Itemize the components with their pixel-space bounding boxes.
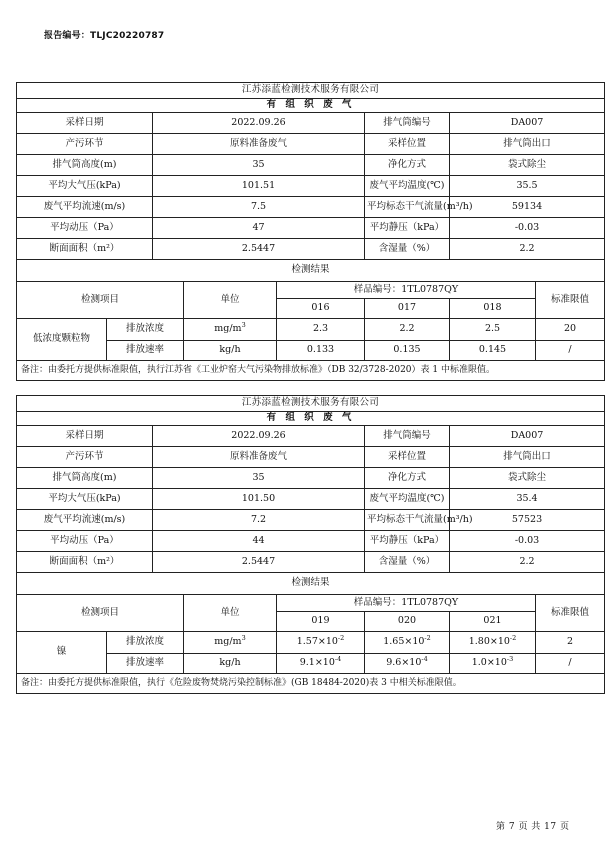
info-label: 排气筒高度(m) bbox=[17, 468, 153, 489]
info-label: 平均标态干气流量(m³/h) bbox=[365, 197, 450, 218]
note: 备注：由委托方提供标准限值，执行《危险废物焚烧污染控制标准》(GB 18484-2020)表 3 中相关标准限值。 bbox=[17, 674, 605, 694]
unit-cell: kg/h bbox=[184, 654, 277, 674]
sample-number-label: 样品编号：1TL0787QY bbox=[277, 282, 536, 299]
info-value: DA007 bbox=[450, 426, 605, 447]
info-label: 平均大气压(kPa) bbox=[17, 489, 153, 510]
info-label: 平均动压（Pa） bbox=[17, 218, 153, 239]
info-label: 平均静压（kPa） bbox=[365, 531, 450, 552]
info-value: 原料准备废气 bbox=[153, 447, 365, 468]
col-header-limit: 标准限值 bbox=[536, 282, 605, 319]
info-value: 2.5447 bbox=[153, 239, 365, 260]
info-label: 采样位置 bbox=[365, 447, 450, 468]
info-label: 采样日期 bbox=[17, 113, 153, 134]
param-name: 排放速率 bbox=[107, 341, 184, 361]
sample-id: 019 bbox=[277, 612, 365, 632]
info-label: 含湿量（%） bbox=[365, 552, 450, 573]
table-type: 有 组 织 废 气 bbox=[17, 99, 605, 113]
limit-cell: 2 bbox=[536, 632, 605, 654]
info-label: 废气平均温度(℃) bbox=[365, 489, 450, 510]
value-cell: $1.57\times 10^{-2}$ bbox=[277, 632, 365, 654]
info-value: 2.2 bbox=[450, 552, 605, 573]
col-header-limit: 标准限值 bbox=[536, 595, 605, 632]
info-value: 35.5 bbox=[450, 176, 605, 197]
info-value: 7.5 bbox=[153, 197, 365, 218]
info-label: 断面面积（m²） bbox=[17, 239, 153, 260]
info-value: 57523 bbox=[450, 510, 605, 531]
value-cell: 0.133 bbox=[277, 341, 365, 361]
info-label: 平均静压（kPa） bbox=[365, 218, 450, 239]
info-value: 7.2 bbox=[153, 510, 365, 531]
param-name: 排放速率 bbox=[107, 654, 184, 674]
info-value: -0.03 bbox=[450, 531, 605, 552]
sample-id: 018 bbox=[450, 299, 536, 319]
col-header-item: 检测项目 bbox=[17, 595, 184, 632]
info-value: 44 bbox=[153, 531, 365, 552]
info-label: 废气平均流速(m/s) bbox=[17, 197, 153, 218]
info-label: 净化方式 bbox=[365, 468, 450, 489]
info-value: 59134 bbox=[450, 197, 605, 218]
param-name: 排放浓度 bbox=[107, 632, 184, 654]
param-name: 排放浓度 bbox=[107, 319, 184, 341]
unit-cell: kg/h bbox=[184, 341, 277, 361]
info-label: 排气筒编号 bbox=[365, 426, 450, 447]
info-value: 2022.09.26 bbox=[153, 113, 365, 134]
value-cell: $1.80\times 10^{-2}$ bbox=[450, 632, 536, 654]
pollutant-name: 镍 bbox=[17, 632, 107, 674]
report-number: 报告编号：TLJC20220787 bbox=[44, 31, 165, 41]
info-label: 采样位置 bbox=[365, 134, 450, 155]
value-cell: 0.135 bbox=[365, 341, 450, 361]
info-value: DA007 bbox=[450, 113, 605, 134]
sample-id: 016 bbox=[277, 299, 365, 319]
limit-cell: 20 bbox=[536, 319, 605, 341]
info-value: 2.2 bbox=[450, 239, 605, 260]
limit-cell: / bbox=[536, 654, 605, 674]
results-title: 检测结果 bbox=[17, 260, 605, 282]
limit-cell: / bbox=[536, 341, 605, 361]
sample-number-label: 样品编号：1TL0787QY bbox=[277, 595, 536, 612]
info-label: 平均动压（Pa） bbox=[17, 531, 153, 552]
info-value: 2.5447 bbox=[153, 552, 365, 573]
emission-table-1 bbox=[16, 82, 605, 381]
info-value: -0.03 bbox=[450, 218, 605, 239]
info-value: 原料准备废气 bbox=[153, 134, 365, 155]
value-cell: 0.145 bbox=[450, 341, 536, 361]
info-label: 平均标态干气流量(m³/h) bbox=[365, 510, 450, 531]
sample-id: 021 bbox=[450, 612, 536, 632]
info-value: 排气筒出口 bbox=[450, 134, 605, 155]
info-label: 净化方式 bbox=[365, 155, 450, 176]
value-cell: $9.1\times 10^{-4}$ bbox=[277, 654, 365, 674]
info-label: 废气平均流速(m/s) bbox=[17, 510, 153, 531]
info-value: 袋式除尘 bbox=[450, 468, 605, 489]
info-value: 2022.09.26 bbox=[153, 426, 365, 447]
col-header-item: 检测项目 bbox=[17, 282, 184, 319]
page-number: 第 7 页 共 17 页 bbox=[496, 822, 570, 832]
info-value: 47 bbox=[153, 218, 365, 239]
info-value: 袋式除尘 bbox=[450, 155, 605, 176]
info-value: 35.4 bbox=[450, 489, 605, 510]
info-label: 含湿量（%） bbox=[365, 239, 450, 260]
value-cell: 2.2 bbox=[365, 319, 450, 341]
sample-id: 020 bbox=[365, 612, 450, 632]
info-label: 产污环节 bbox=[17, 447, 153, 468]
value-cell: $9.6\times 10^{-4}$ bbox=[365, 654, 450, 674]
value-cell: 2.3 bbox=[277, 319, 365, 341]
col-header-unit: 单位 bbox=[184, 282, 277, 319]
info-value: 35 bbox=[153, 468, 365, 489]
info-label: 产污环节 bbox=[17, 134, 153, 155]
info-label: 排气筒编号 bbox=[365, 113, 450, 134]
company-name: 江苏添蓝检测技术服务有限公司 bbox=[17, 396, 605, 412]
unit-cell: $mg/m^3$ bbox=[184, 319, 277, 341]
info-label: 废气平均温度(℃) bbox=[365, 176, 450, 197]
note: 备注：由委托方提供标准限值，执行江苏省《工业炉窑大气污染物排放标准》（DB 32/3728-2020）表 1 中标准限值。 bbox=[17, 361, 605, 381]
col-header-unit: 单位 bbox=[184, 595, 277, 632]
info-label: 断面面积（m²） bbox=[17, 552, 153, 573]
table-type: 有 组 织 废 气 bbox=[17, 412, 605, 426]
info-value: 101.50 bbox=[153, 489, 365, 510]
value-cell: $1.0\times 10^{-3}$ bbox=[450, 654, 536, 674]
info-label: 采样日期 bbox=[17, 426, 153, 447]
unit-cell: $mg/m^3$ bbox=[184, 632, 277, 654]
value-cell: 2.5 bbox=[450, 319, 536, 341]
info-value: 排气筒出口 bbox=[450, 447, 605, 468]
info-label: 排气筒高度(m) bbox=[17, 155, 153, 176]
value-cell: $1.65\times 10^{-2}$ bbox=[365, 632, 450, 654]
sample-id: 017 bbox=[365, 299, 450, 319]
company-name: 江苏添蓝检测技术服务有限公司 bbox=[17, 83, 605, 99]
info-value: 101.51 bbox=[153, 176, 365, 197]
pollutant-name: 低浓度颗粒物 bbox=[17, 319, 107, 361]
results-title: 检测结果 bbox=[17, 573, 605, 595]
emission-table-2 bbox=[16, 395, 605, 694]
info-label: 平均大气压(kPa) bbox=[17, 176, 153, 197]
info-value: 35 bbox=[153, 155, 365, 176]
